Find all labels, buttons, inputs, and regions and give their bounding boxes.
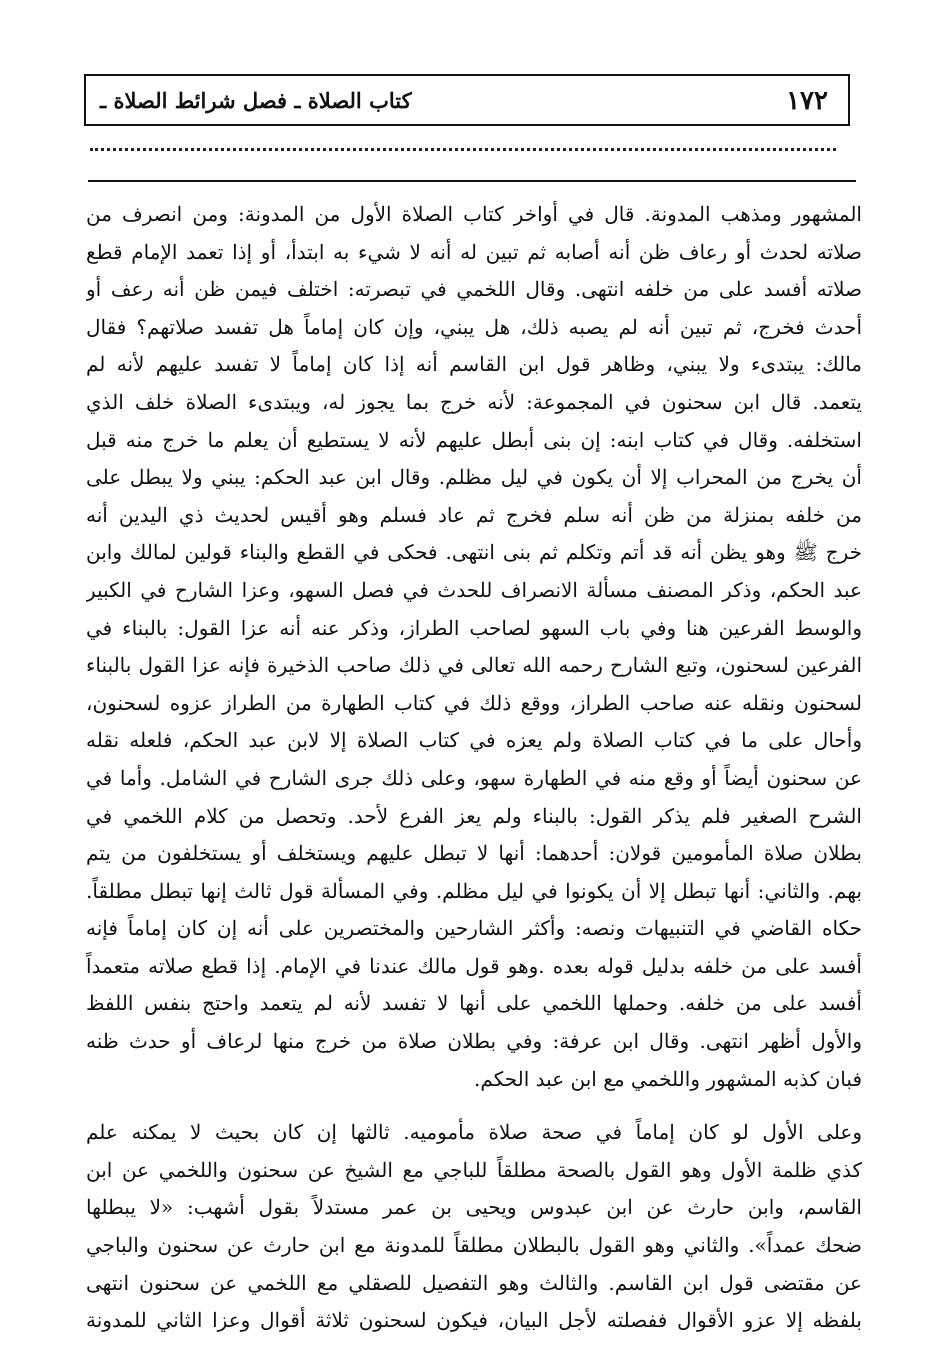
text-line: بطلان صلاة المأمومين قولان: أحدهما: أنها لا تبطل عليهم ويستخلف أو يستخلفون من يتم xyxy=(86,841,862,866)
text-line: يتعمد. قال ابن سحنون في المجموعة: لأنه خرج بما يجوز له، ويبتدىء الصلاة خلف الذي xyxy=(86,389,862,414)
page-number: ١٧٢ xyxy=(786,86,828,116)
text-line: أفسد على من خلفه بدليل قوله بعده .وهو قول مالك عندنا في الإمام. إذا قطع صلاته متعمداً xyxy=(86,953,862,978)
text-line: صلاته أفسد على من خلفه انتهى. وقال اللخمي في تبصرته: اختلف فيمن ظن أنه رعف أو xyxy=(86,277,862,302)
paragraph-2 xyxy=(86,1114,862,1340)
text-line: وعلى الأول لو كان إماماً في صحة صلاة مأموميه. ثالثها إن كان بحيث لا يمكنه علم xyxy=(86,1120,862,1145)
text-line: استخلفه. وقال في كتاب ابنه: إن بنى أبطل عليهم لأنه لا يستطيع أن يعلم ما خرج منه قبل xyxy=(86,427,862,452)
text-line: بهم. والثاني: أنها تبطل إلا أن يكونوا في ليل مظلم. وفي المسألة قول ثالث إنها تبطل مطلقاً. xyxy=(86,878,862,903)
dotted-separator xyxy=(90,148,836,151)
solid-rule xyxy=(88,180,856,182)
paragraph-gap xyxy=(86,1098,862,1114)
page-header xyxy=(84,74,850,126)
text-line: من خلفه بمنزلة من ظن أنه سلم فخرج ثم عاد فسلم وهو أقيس لحديث ذي اليدين أنه xyxy=(86,502,862,527)
text-line: أفسد على من خلفه. وحملها اللخمي على أنها لا تفسد لأنه لم يتعمد واحتج بنفس اللفظ xyxy=(86,991,862,1016)
text-line: لسحنون ونقله عنه صاحب الطراز، ووقع ذلك في كتاب الطهارة من الطراز عزوه لسحنون، xyxy=(86,690,862,715)
text-line: وأحال على ما في كتاب الصلاة ولم يعزه في كتاب الصلاة إلا لابن عبد الحكم، فلعله نقله xyxy=(86,728,862,753)
text-line: أن يخرج من المحراب إلا أن يكون في ليل مظلم. وقال ابن عبد الحكم: يبني ولا يبطل على xyxy=(86,465,862,490)
running-title: كتاب الصلاة ـ فصل شرائط الصلاة ـ xyxy=(100,88,412,113)
text-line: عن سحنون أيضاً أو وقع منه في الطهارة سهو، وعلى ذلك جرى الشارح في الشامل. وأما في xyxy=(86,765,862,790)
text-line: عبد الحكم، وذكر المصنف مسألة الانصراف للحدث في فصل السهو، وعزا الشارح في الكبير xyxy=(86,577,862,602)
text-line: القاسم، وابن حارث عن ابن عبدوس ويحيى بن عمر مستدلاً بقول أشهب: «لا يبطلها xyxy=(86,1195,862,1220)
text-line: عن مقتضى قول ابن القاسم. والثالث وهو التفصيل للصقلي مع اللخمي عن سحنون انتهى xyxy=(86,1270,862,1295)
paragraph-1 xyxy=(86,196,862,1098)
text-line: والوسط الفرعين هنا وفي باب السهو لصاحب الطراز، وذكر عنه أنه عزا القول: بالبناء في xyxy=(86,615,862,640)
text-line: ضحك عمداً». والثاني وهو القول بالبطلان مطلقاً للمدونة مع ابن حارث عن سحنون والباجي xyxy=(86,1233,862,1258)
text-line: بلفظه إلا عزو الأقوال ففصلته لأجل البيان، فيكون لسحنون ثلاثة أقوال وعزا الثاني للمدونة xyxy=(86,1308,862,1333)
text-line: كذي ظلمة الأول وهو القول بالصحة مطلقاً للباجي مع الشيخ عن سحنون واللخمي عن ابن xyxy=(86,1157,862,1182)
text-line: صلاته لحدث أو رعاف ظن أنه أصابه ثم تبين له أنه لا شيء به ابتدأ، أو إذا تعمد الإمام قطع xyxy=(86,239,862,264)
text-line: حكاه القاضي في التنبيهات ونصه: وأكثر الشارحين والمختصرين على أنه إن كان إماماً فإنه xyxy=(86,916,862,941)
text-line: مالك: يبتدىء ولا يبني، وظاهر قول ابن القاسم أنه إذا كان إماماً لا تفسد عليهم لأنه لم xyxy=(86,352,862,377)
text-line: الشرح الصغير فلم يذكر القول: بالبناء ولم يعز الفرع لأحد. وتحصل من كلام اللخمي في xyxy=(86,803,862,828)
text-line: المشهور ومذهب المدونة. قال في أواخر كتاب الصلاة الأول من المدونة: ومن انصرف من xyxy=(86,202,862,226)
text-line: الفرعين لسحنون، وتبع الشارح رحمه الله تعالى في ذلك صاحب الذخيرة فإنه عزا القول بالبناء xyxy=(86,653,862,678)
text-line: والأول أظهر انتهى. وقال ابن عرفة: وفي بطلان صلاة من خرج منها لرعاف أو حدث ظنه xyxy=(86,1029,862,1054)
text-line: أحدث فخرج، ثم تبين أنه لم يصبه ذلك، هل يبني، وإن كان إماماً هل تفسد صلاتهم؟ فقال xyxy=(86,314,862,339)
text-line: فبان كذبه المشهور واللخمي مع ابن عبد الحكم. xyxy=(474,1066,862,1091)
body-text xyxy=(86,196,862,1340)
text-line: خرج ﷺ وهو يظن أنه قد أتم وتكلم ثم بنى انتهى. فحكى في القطع والبناء قولين لمالك وابن xyxy=(86,540,862,565)
